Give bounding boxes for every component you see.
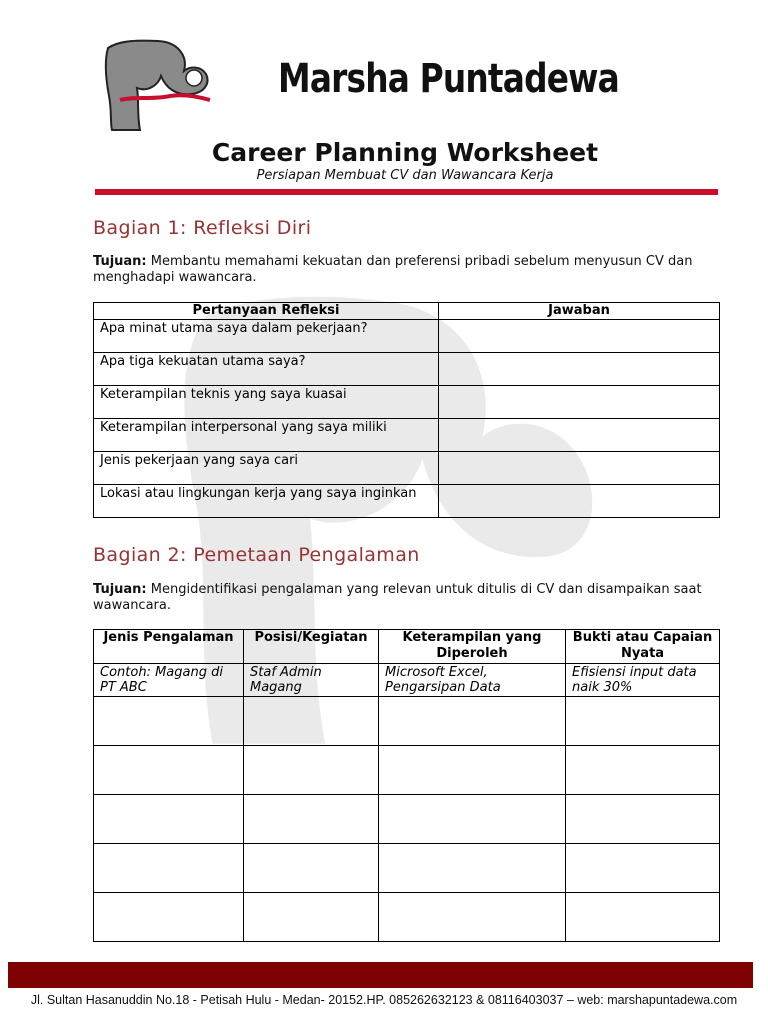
section1-purpose-label: Tujuan: — [93, 254, 147, 269]
answer-cell[interactable] — [439, 485, 720, 518]
experience-header-row — [94, 630, 720, 664]
table-row — [94, 795, 720, 844]
type-cell[interactable] — [94, 746, 244, 795]
brand-name: Marsha Puntadewa — [278, 56, 619, 102]
answer-cell[interactable] — [439, 452, 720, 485]
skills-cell[interactable] — [379, 893, 566, 942]
table-row — [94, 746, 720, 795]
question-cell: Apa minat utama saya dalam pekerjaan? — [94, 320, 439, 353]
question-cell: Keterampilan interpersonal yang saya miliki — [94, 419, 439, 452]
column-header-position: Posisi/Kegiatan — [244, 630, 379, 664]
type-cell[interactable] — [94, 893, 244, 942]
answer-cell[interactable] — [439, 386, 720, 419]
skills-cell[interactable] — [379, 844, 566, 893]
skills-cell[interactable] — [379, 746, 566, 795]
example-row — [94, 664, 720, 697]
document-title: Career Planning Worksheet — [211, 138, 599, 167]
table-row — [94, 697, 720, 746]
header-divider — [95, 189, 718, 195]
section1-title: Bagian 1: Refleksi Diri — [93, 217, 312, 239]
table-row — [94, 844, 720, 893]
table-row — [94, 386, 720, 419]
experience-table — [93, 629, 720, 942]
type-cell[interactable] — [94, 795, 244, 844]
evidence-cell[interactable] — [566, 844, 720, 893]
example-type-cell: Contoh: Magang di PT ABC — [94, 664, 244, 697]
column-header-answer: Jawaban — [439, 303, 720, 320]
evidence-cell[interactable] — [566, 746, 720, 795]
position-cell[interactable] — [244, 746, 379, 795]
skills-cell[interactable] — [379, 795, 566, 844]
example-evidence-cell: Efisiensi input data naik 30% — [566, 664, 720, 697]
evidence-cell[interactable] — [566, 795, 720, 844]
type-cell[interactable] — [94, 844, 244, 893]
column-header-type: Jenis Pengalaman — [94, 630, 244, 664]
position-cell[interactable] — [244, 844, 379, 893]
section1-purpose — [93, 254, 713, 286]
position-cell[interactable] — [244, 893, 379, 942]
table-row — [94, 452, 720, 485]
answer-cell[interactable] — [439, 419, 720, 452]
section2-purpose — [93, 582, 713, 614]
answer-cell[interactable] — [439, 320, 720, 353]
company-logo — [100, 38, 220, 133]
section2-purpose-text: Mengidentifikasi pengalaman yang relevan untuk ditulis di CV dan disampaikan saat wawancara. — [93, 582, 702, 613]
table-row — [94, 419, 720, 452]
skills-cell[interactable] — [379, 697, 566, 746]
reflection-table — [93, 302, 720, 518]
question-cell: Lokasi atau lingkungan kerja yang saya inginkan — [94, 485, 439, 518]
footer-bar — [8, 962, 753, 988]
example-position-cell: Staf Admin Magang — [244, 664, 379, 697]
section2-purpose-label: Tujuan: — [93, 582, 147, 597]
example-skills-cell: Microsoft Excel, Pengarsipan Data — [379, 664, 566, 697]
position-cell[interactable] — [244, 697, 379, 746]
table-row — [94, 893, 720, 942]
question-cell: Jenis pekerjaan yang saya cari — [94, 452, 439, 485]
document-subtitle: Persiapan Membuat CV dan Wawancara Kerja — [256, 168, 554, 183]
column-header-question: Pertanyaan Refleksi — [94, 303, 439, 320]
table-row — [94, 320, 720, 353]
type-cell[interactable] — [94, 697, 244, 746]
evidence-cell[interactable] — [566, 697, 720, 746]
footer-address: Jl. Sultan Hasanuddin No.18 - Petisah Hulu - Medan- 20152.HP. 085262632123 & 08116403037 – web: marshapuntadewa.com — [30, 993, 738, 1007]
question-cell: Apa tiga kekuatan utama saya? — [94, 353, 439, 386]
column-header-evidence: Bukti atau Capaian Nyata — [566, 630, 720, 664]
position-cell[interactable] — [244, 795, 379, 844]
evidence-cell[interactable] — [566, 893, 720, 942]
section2-title: Bagian 2: Pemetaan Pengalaman — [93, 544, 420, 566]
table-row — [94, 485, 720, 518]
reflection-header-row — [94, 303, 720, 320]
section1-purpose-text: Membantu memahami kekuatan dan preferensi pribadi sebelum menyusun CV dan menghadapi wawancara. — [93, 254, 693, 285]
question-cell: Keterampilan teknis yang saya kuasai — [94, 386, 439, 419]
column-header-skills: Keterampilan yang Diperoleh — [379, 630, 566, 664]
answer-cell[interactable] — [439, 353, 720, 386]
table-row — [94, 353, 720, 386]
